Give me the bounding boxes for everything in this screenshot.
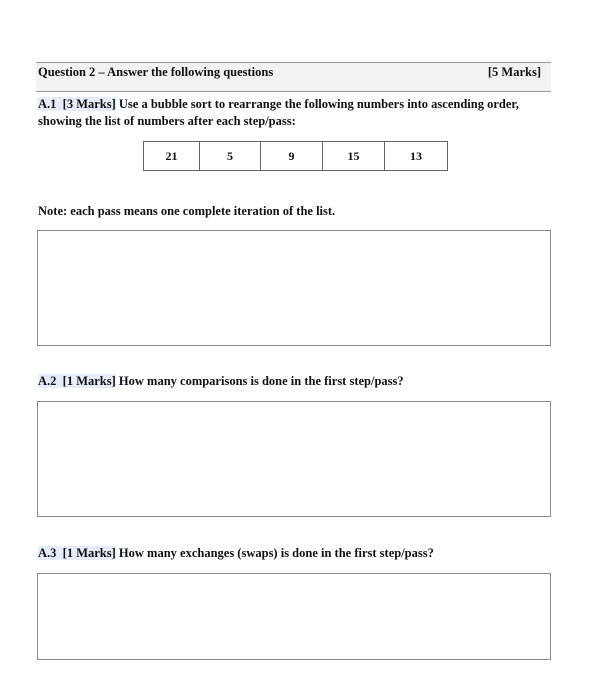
part-a3-text [38, 545, 558, 562]
question-marks: [5 Marks] [487, 65, 541, 79]
part-a1-label: A.1 [3 Marks] [38, 97, 116, 111]
number-cell: 21 [144, 142, 200, 170]
number-cell: 15 [323, 142, 385, 170]
number-cell: 5 [200, 142, 261, 170]
number-cell: 9 [261, 142, 323, 170]
number-cell: 13 [410, 148, 422, 163]
question-title: Question 2 – Answer the following questions [38, 65, 274, 79]
part-a2-text [38, 373, 558, 390]
answer-box-a1[interactable] [37, 230, 551, 346]
pass-note: Note: each pass means one complete iteration of the list. [38, 204, 336, 218]
numbers-table [143, 141, 448, 171]
part-a1-line2: showing the list of numbers after each step/pass: [38, 114, 296, 128]
answer-box-a3[interactable] [37, 573, 551, 660]
part-a3-question: How many exchanges (swaps) is done in the first step/pass? [118, 546, 434, 560]
part-a1-text [38, 96, 558, 130]
part-a2-label: A.2 [1 Marks] [38, 374, 116, 388]
part-a3-label: A.3 [1 Marks] [38, 546, 116, 560]
answer-box-a2[interactable] [37, 401, 551, 517]
part-a1-line1: Use a bubble sort to rearrange the following numbers into ascending order, [118, 97, 519, 111]
part-a2-question: How many comparisons is done in the first step/pass? [118, 374, 404, 388]
